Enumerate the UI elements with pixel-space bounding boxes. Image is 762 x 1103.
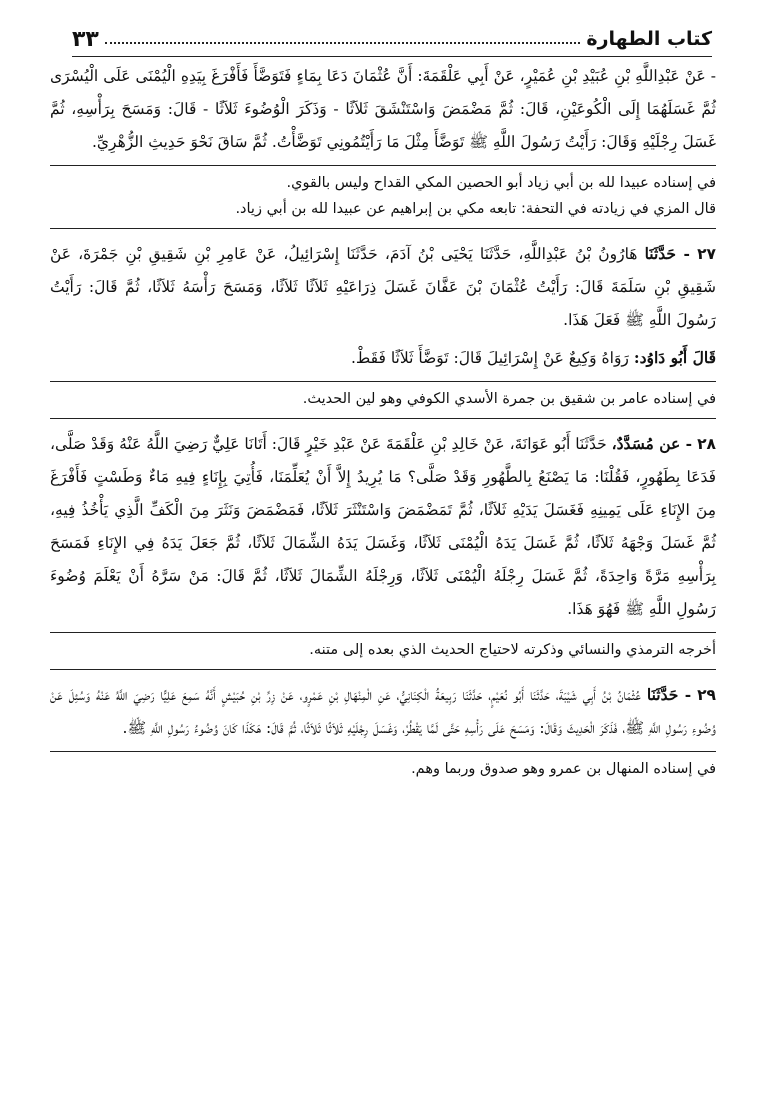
footnote-isnad-2: في إسناده عامر بن شقيق بن جمرة الأسدي الكوفي وهو لين الحديث. <box>302 391 716 407</box>
hadith-27 <box>50 233 716 337</box>
abu-dawud-text: رَوَاهُ وَكِيعٌ عَنْ إِسْرَائِيلَ قَالَ: تَوَضَّأَ ثَلاَثًا فَقَطْ. <box>351 349 629 367</box>
hadith-number: ٢٧ <box>697 245 717 263</box>
hadith-text: هَارُونُ بْنُ عَبْدِاللَّهِ، حَدَّثَنَا يَحْيَى بْنُ آدَمَ، حَدَّثَنَا إِسْرَائِيلُ، عَنْ عَامِرِ بْنِ شَقِيقِ بْنِ جَمْرَةَ، عَنْ شَقِيقِ بْنِ سَلَمَةَ قَالَ: رَأَيْتُ عُثْمَانَ بْنَ عَفَّانَ غَسَلَ ذِرَاعَيْهِ ثَلاَثًا ثَلاَثًا، وَمَسَحَ رَأْسَهُ ثَلاَثًا، ثُمَّ قَالَ: رَأَيْتُ رَسُولَ اللَّهِ ﷺ فَعَلَ هَذَا. <box>50 245 716 329</box>
divider <box>50 669 716 670</box>
hadith-29 <box>50 674 716 745</box>
footnote-isnad-3: في إسناده المنهال بن عمرو وهو صدوق وربما وهم. <box>411 761 716 777</box>
hadith-lead: - حَدَّثَنَا <box>646 685 692 704</box>
page-body <box>50 56 716 782</box>
hadith-text: عُثْمَانُ بْنُ أَبِي شَيْبَةَ، حَدَّثَنَا أَبُو نُعَيْمٍ، حَدَّثَنَا رَبِيعَةُ الْكِنَانِيُّ، عَنِ الْمِنْهَالِ بْنِ عَمْرٍو، عَنْ زِرِّ بْنِ حُبَيْشٍ أَنَّهُ سَمِعَ عَلِيًّا رَضِيَ اللَّهُ عَنْهُ وَسُئِلَ عَنْ وُضُوءِ رَسُولِ اللَّهِ ﷺ، فَذَكَرَ الْحَدِيثَ وَقَالَ: وَمَسَحَ عَلَى رَأْسِهِ حَتَّى لَمَّا يَقْطُرْ، وَغَسَلَ رِجْلَيْهِ ثَلاَثًا ثَلاَثًا، ثُمَّ قَالَ: هَكَذَا كَانَ وُضُوءُ رَسُولِ اللَّهِ ﷺ. <box>50 686 716 737</box>
divider <box>50 381 716 382</box>
abu-dawud-comment <box>50 337 716 375</box>
footnote-isnad-1: في إسناده عبيدا لله بن أبي زياد أبو الحصين المكي القداح وليس بالقوي. <box>286 175 716 191</box>
dotted-leader <box>105 34 581 44</box>
divider <box>50 165 716 166</box>
page-number: ٣٣ <box>72 26 99 52</box>
footnote-mizzi: قال المزي في زيادته في التحفة: تابعه مكي بن إبراهيم عن عبيدا لله بن أبي زياد. <box>235 201 716 217</box>
hadith-continuation <box>50 56 716 159</box>
footnote-takhrij: أخرجه الترمذي والنسائي وذكرته لاحتياج الحديث الذي بعده إلى متنه. <box>309 642 716 658</box>
divider <box>50 418 716 419</box>
hadith-lead: - حَدَّثَنَا <box>644 244 690 263</box>
divider <box>50 228 716 229</box>
hadith-number: ٢٨ <box>697 435 716 453</box>
hadith-28 <box>50 423 716 626</box>
abu-dawud-lead: قَالَ أَبُو دَاوُد: <box>633 348 716 367</box>
page-header <box>72 22 712 57</box>
chapter-title: كتاب الطهارة <box>586 28 712 50</box>
hadith-text: - عَنْ عَبْدِاللَّهِ بْنِ عُبَيْدِ بْنِ عُمَيْرٍ، عَنْ أَبِي عَلْقَمَةَ: أَنَّ عُثْمَانَ دَعَا بِمَاءٍ فَتَوَضَّأَ فَأَفْرَغَ بِيَدِهِ الْيُمْنَى عَلَى الْيُسْرَى ثُمَّ غَسَلَهُمَا إِلَى الْكُوعَيْنِ، قَالَ: ثُمَّ مَضْمَضَ وَاسْتَنْشَقَ ثَلاَثًا - وَذَكَرَ الْوُضُوءَ ثَلاَثًا - قَالَ: وَمَسَحَ بِرَأْسِهِ، ثُمَّ غَسَلَ رِجْلَيْهِ وَقَالَ: رَأَيْتُ رَسُولَ اللَّهِ ﷺ تَوَضَّأَ مِثْلَ مَا رَأَيْتُمُونِي تَوَضَّأْتُ. ثُمَّ سَاقَ نَحْوَ حَدِيثِ الزُّهْرِيِّ. <box>50 67 716 151</box>
hadith-lead: - عن مُسَدَّدٌ، <box>611 434 693 453</box>
hadith-number: ٢٩ <box>697 686 716 704</box>
divider <box>50 751 716 752</box>
divider <box>50 632 716 633</box>
hadith-text: حَدَّثَنَا أَبُو عَوَانَةَ، عَنْ خَالِدِ بْنِ عَلْقَمَةَ عَنْ عَبْدِ خَيْرٍ قَالَ: أَتَانَا عَلِيٌّ رَضِيَ اللَّهُ عَنْهُ وَقَدْ صَلَّى، فَدَعَا بِطَهُورٍ، فَقُلْنَا: مَا يَصْنَعُ بِالطَّهُورِ وَقَدْ صَلَّى؟ مَا يُرِيدُ إِلاَّ أَنْ يُعَلِّمَنَا، فَأُتِيَ بِإِنَاءٍ فِيهِ مَاءٌ وَطَسْتٍ فَأَفْرَغَ مِنَ الإِنَاءِ عَلَى يَمِينِهِ فَغَسَلَ يَدَيْهِ ثَلاَثًا، ثُمَّ تَمَضْمَضَ وَاسْتَنْثَرَ ثَلاَثًا، فَمَضْمَضَ وَنَثَرَ مِنَ الْكَفِّ الَّذِي يَأْخُذُ فِيهِ، ثُمَّ غَسَلَ وَجْهَهُ ثَلاَثًا، ثُمَّ غَسَلَ يَدَهُ الْيُمْنَى ثَلاَثًا، وَغَسَلَ يَدَهُ الشِّمَالَ ثَلاَثًا، ثُمَّ جَعَلَ يَدَهُ فِي الإِنَاءِ فَمَسَحَ بِرَأْسِهِ مَرَّةً وَاحِدَةً، ثُمَّ غَسَلَ رِجْلَهُ الْيُمْنَى ثَلاَثًا، وَرِجْلَهُ الشِّمَالَ ثَلاَثًا، ثُمَّ قَالَ: مَنْ سَرَّهُ أَنْ يَعْلَمَ وُضُوءَ رَسُولِ اللَّهِ ﷺ فَهُوَ هَذَا. <box>50 435 716 618</box>
